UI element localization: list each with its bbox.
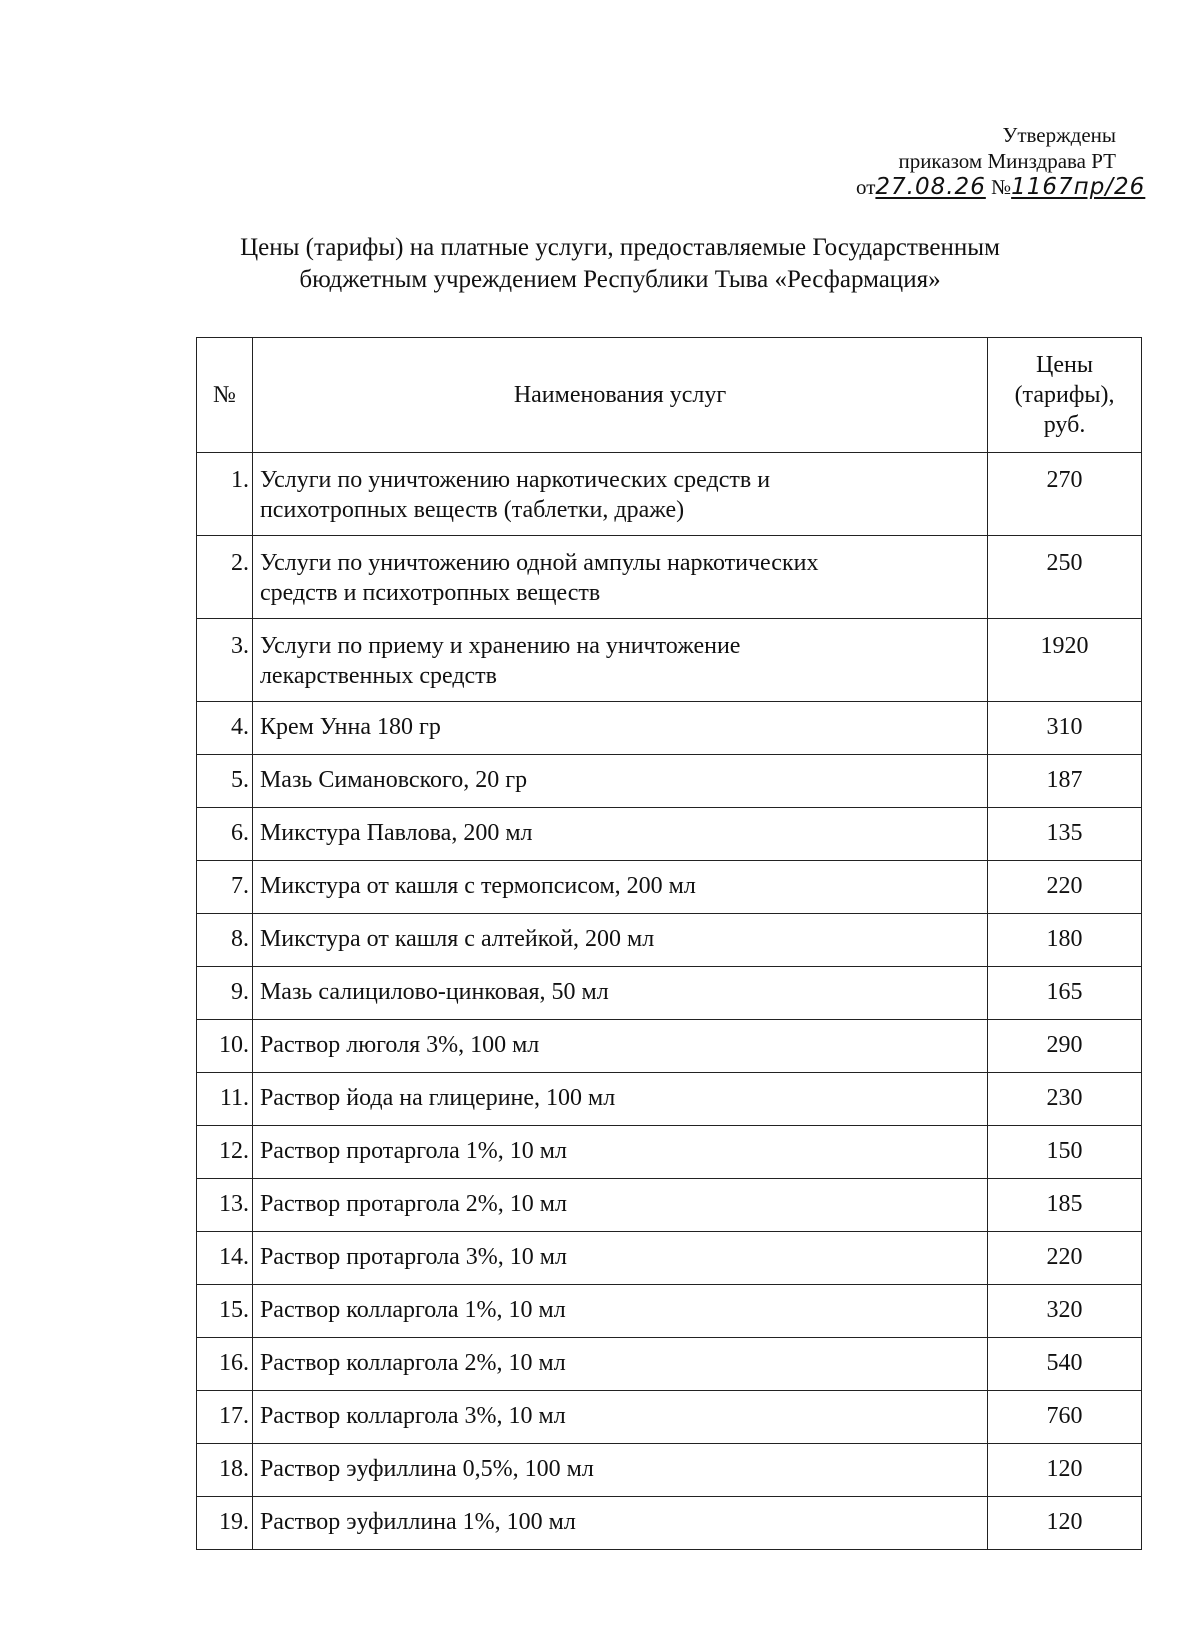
row-number: 7. (197, 861, 253, 914)
table-row (197, 536, 1142, 619)
row-service-name-line-1: Услуги по уничтожению наркотических средств и (259, 467, 771, 493)
table-header-row (197, 338, 1142, 453)
row-number: 18. (197, 1444, 253, 1497)
row-number: 10. (197, 1020, 253, 1073)
date-prefix: от (856, 175, 876, 199)
row-price: 165 (988, 967, 1142, 1020)
row-price: 230 (988, 1073, 1142, 1126)
order-number-handwritten: 1167пр/26 (1011, 174, 1146, 200)
row-number: 13. (197, 1179, 253, 1232)
approval-order-authority: приказом Минздрава РТ (898, 149, 1116, 173)
row-service-name (252, 453, 987, 536)
table-row (197, 755, 1142, 808)
row-number: 16. (197, 1338, 253, 1391)
row-service-name: Раствор колларгола 1%, 10 мл (252, 1285, 987, 1338)
document-title (150, 232, 1090, 296)
row-service-name-line-2: психотропных веществ (таблетки, драже) (259, 497, 685, 523)
table-row (197, 914, 1142, 967)
table-row (197, 1179, 1142, 1232)
approval-stamp (856, 122, 1146, 200)
row-number: 17. (197, 1391, 253, 1444)
approval-label: Утверждены (1002, 123, 1116, 147)
header-price (988, 338, 1142, 453)
header-price-line-1: Цены (1036, 352, 1093, 378)
table-row (197, 967, 1142, 1020)
row-service-name (252, 619, 987, 702)
row-service-name-line-1: Услуги по уничтожению одной ампулы наркотических (259, 550, 819, 576)
row-number: 11. (197, 1073, 253, 1126)
row-price: 320 (988, 1285, 1142, 1338)
row-service-name: Раствор люголя 3%, 100 мл (252, 1020, 987, 1073)
row-price: 290 (988, 1020, 1142, 1073)
row-service-name: Мазь салицилово-цинковая, 50 мл (252, 967, 987, 1020)
header-service-name: Наименования услуг (252, 338, 987, 453)
price-table (196, 337, 1142, 1550)
row-number: 14. (197, 1232, 253, 1285)
row-price: 187 (988, 755, 1142, 808)
table-row (197, 1497, 1142, 1550)
header-price-line-3: руб. (1043, 412, 1086, 438)
table-row (197, 1232, 1142, 1285)
row-service-name: Микстура от кашля с термопсисом, 200 мл (252, 861, 987, 914)
number-prefix: № (991, 175, 1012, 199)
header-price-line-2: (тарифы), (1014, 382, 1115, 408)
row-price: 540 (988, 1338, 1142, 1391)
row-price: 1920 (988, 619, 1142, 702)
row-price: 310 (988, 702, 1142, 755)
table-row (197, 808, 1142, 861)
table-row (197, 1391, 1142, 1444)
row-service-name: Раствор колларгола 2%, 10 мл (252, 1338, 987, 1391)
table-row (197, 619, 1142, 702)
approval-order-details (856, 174, 1146, 200)
row-number: 19. (197, 1497, 253, 1550)
table-row (197, 453, 1142, 536)
row-service-name: Крем Унна 180 гр (252, 702, 987, 755)
row-price: 135 (988, 808, 1142, 861)
table-row (197, 1338, 1142, 1391)
row-price: 270 (988, 453, 1142, 536)
row-service-name (252, 536, 987, 619)
row-service-name-line-2: средств и психотропных веществ (259, 580, 601, 606)
row-number: 9. (197, 967, 253, 1020)
title-line-2: бюджетным учреждением Республики Тыва «Ресфармация» (299, 266, 941, 293)
row-price: 120 (988, 1497, 1142, 1550)
title-line-1: Цены (тарифы) на платные услуги, предоставляемые Государственным (240, 234, 1000, 261)
row-number: 6. (197, 808, 253, 861)
row-number: 3. (197, 619, 253, 702)
table-row (197, 1285, 1142, 1338)
row-service-name: Раствор эуфиллина 1%, 100 мл (252, 1497, 987, 1550)
table-row (197, 1444, 1142, 1497)
row-service-name: Мазь Симановского, 20 гр (252, 755, 987, 808)
row-price: 185 (988, 1179, 1142, 1232)
table-row (197, 1073, 1142, 1126)
table-row (197, 861, 1142, 914)
row-service-name-line-1: Услуги по приему и хранению на уничтожение (259, 633, 741, 659)
row-number: 12. (197, 1126, 253, 1179)
table-row (197, 1126, 1142, 1179)
header-number: № (197, 338, 253, 453)
row-number: 5. (197, 755, 253, 808)
row-price: 120 (988, 1444, 1142, 1497)
row-price: 180 (988, 914, 1142, 967)
row-number: 8. (197, 914, 253, 967)
row-service-name: Раствор колларгола 3%, 10 мл (252, 1391, 987, 1444)
row-service-name: Раствор протаргола 2%, 10 мл (252, 1179, 987, 1232)
row-price: 220 (988, 1232, 1142, 1285)
row-number: 1. (197, 453, 253, 536)
row-price: 150 (988, 1126, 1142, 1179)
row-number: 15. (197, 1285, 253, 1338)
row-number: 4. (197, 702, 253, 755)
row-service-name: Раствор протаргола 1%, 10 мл (252, 1126, 987, 1179)
row-service-name: Микстура от кашля с алтейкой, 200 мл (252, 914, 987, 967)
row-service-name: Раствор эуфиллина 0,5%, 100 мл (252, 1444, 987, 1497)
row-price: 760 (988, 1391, 1142, 1444)
row-number: 2. (197, 536, 253, 619)
row-price: 250 (988, 536, 1142, 619)
row-service-name-line-2: лекарственных средств (259, 663, 497, 689)
table-row (197, 1020, 1142, 1073)
row-service-name: Раствор протаргола 3%, 10 мл (252, 1232, 987, 1285)
table-row (197, 702, 1142, 755)
order-date-handwritten: 27.08.26 (875, 174, 986, 200)
row-service-name: Раствор йода на глицерине, 100 мл (252, 1073, 987, 1126)
row-service-name: Микстура Павлова, 200 мл (252, 808, 987, 861)
row-price: 220 (988, 861, 1142, 914)
